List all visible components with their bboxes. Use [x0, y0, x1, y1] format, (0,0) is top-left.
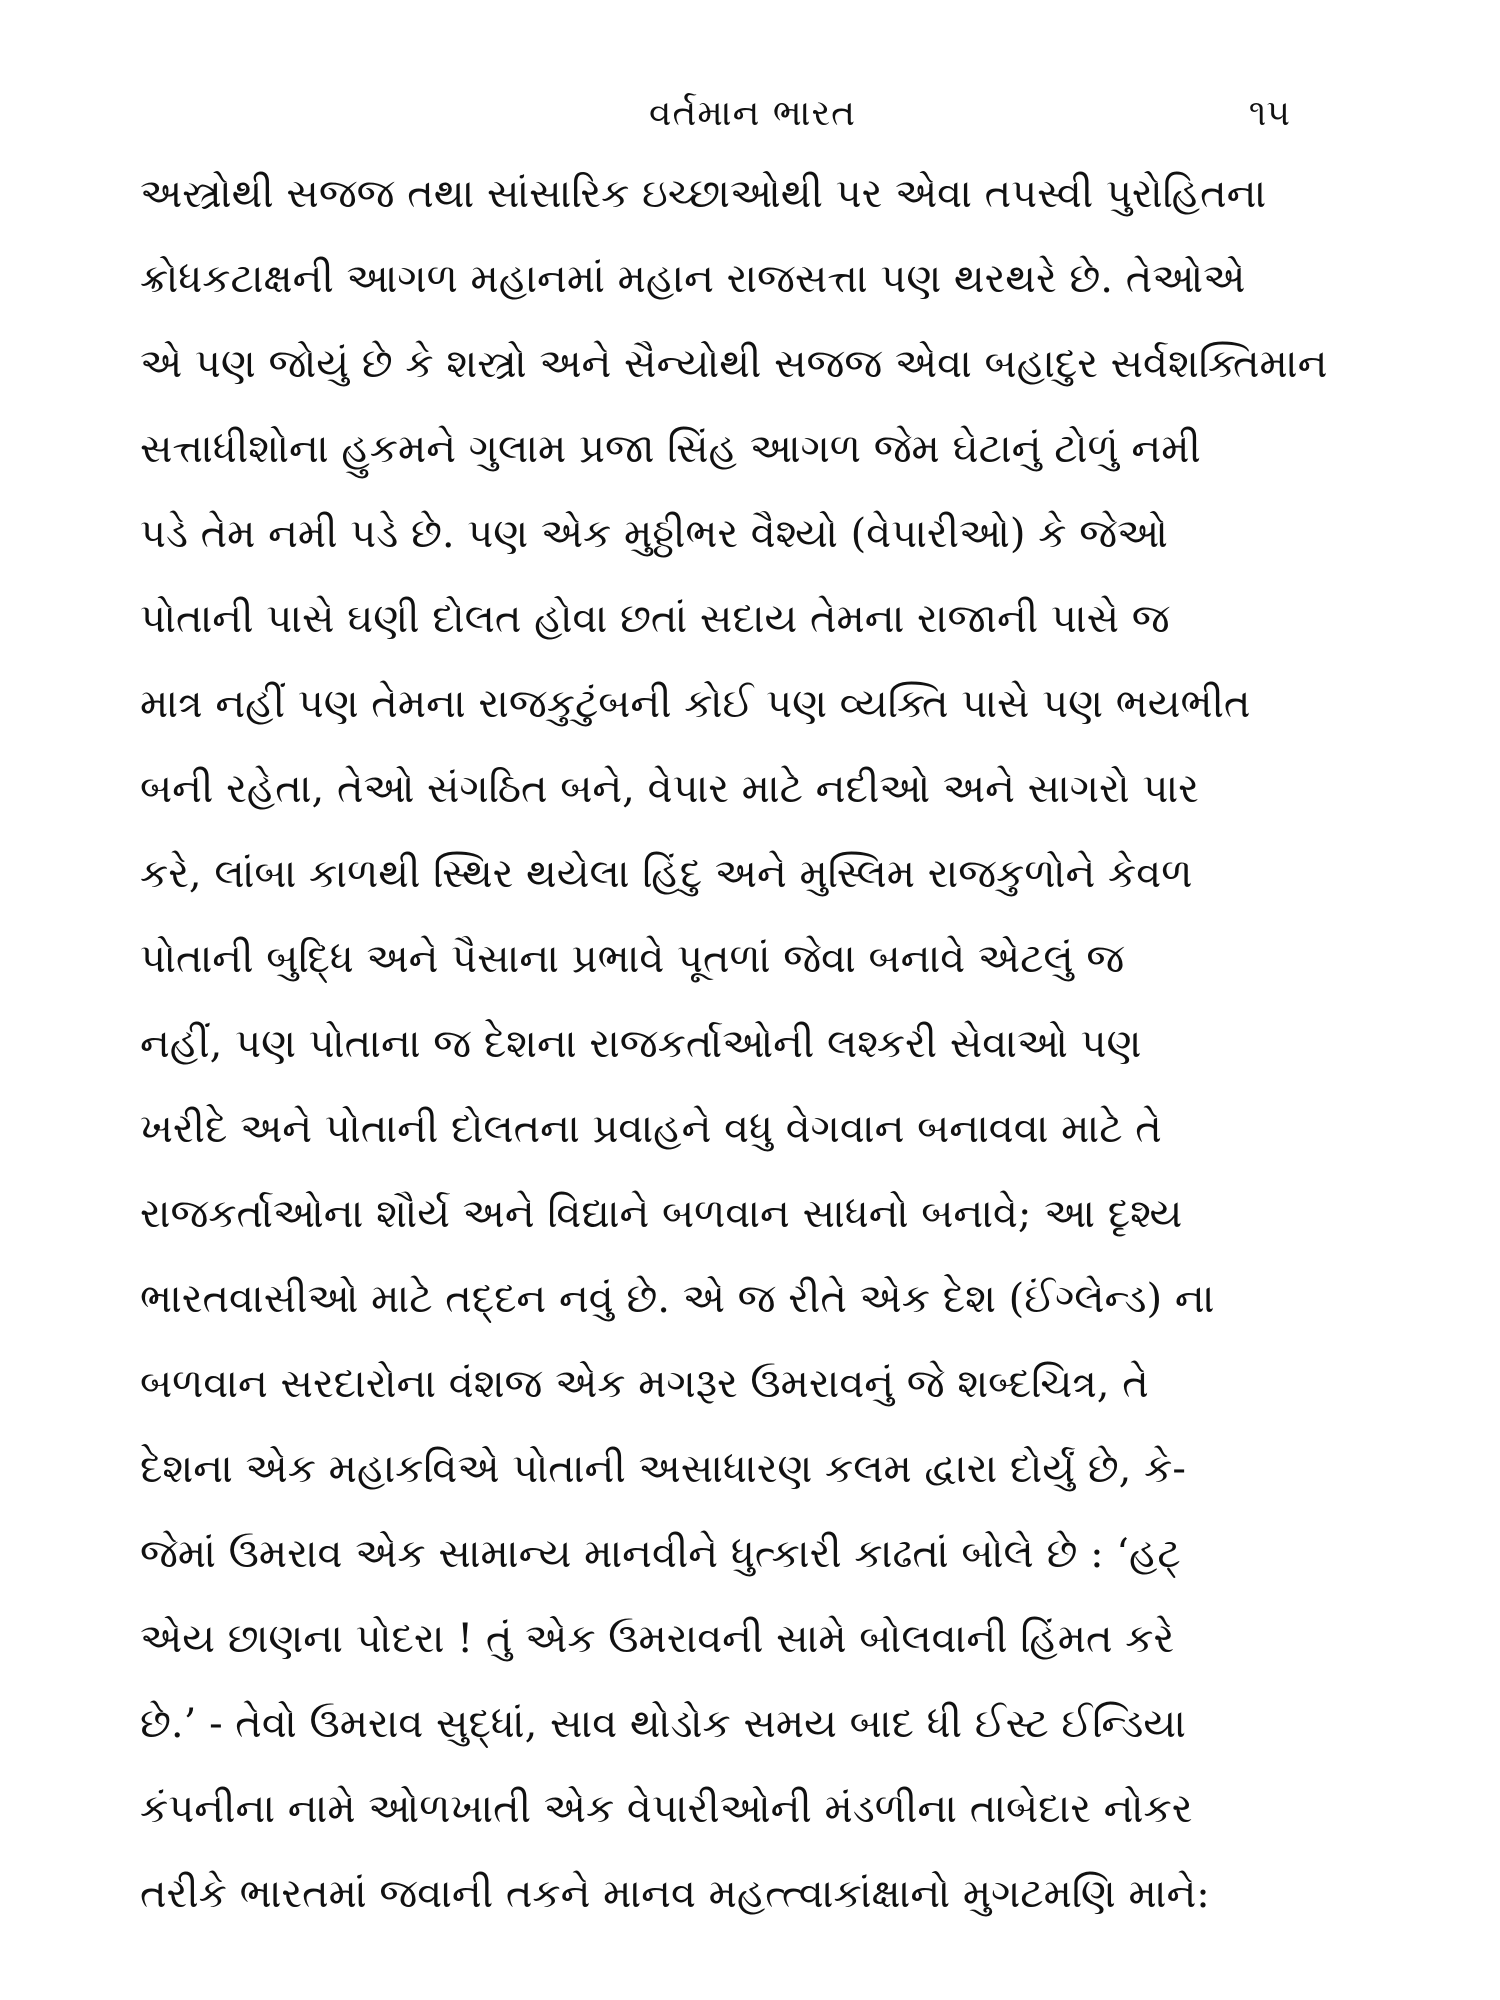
text-line: બળવાન સરદારોના વંશજ એક મગરૂર ઉમરાવનું જે શબ્દચિત્ર, તે [140, 1361, 1149, 1407]
page-number: ૧૫ [1248, 93, 1290, 134]
text-line: અસ્ત્રોથી સજજ તથા સાંસારિક ઇચ્છાઓથી પર એવા તપસ્વી પુરોહિતના [140, 171, 1267, 217]
text-line: બની રહેતા, તેઓ સંગઠિત બને, વેપાર માટે નદીઓ અને સાગરો પાર [140, 766, 1199, 812]
text-line: ક્રોધકટાક્ષની આગળ મહાનમાં મહાન રાજસત્તા પણ થરથરે છે. તેઓએ [140, 256, 1246, 302]
text-line: ભારતવાસીઓ માટે તદ્દન નવું છે. એ જ રીતે એક દેશ (ઈંગ્લેન્ડ) ના [140, 1276, 1215, 1322]
text-line: નહીં, પણ પોતાના જ દેશના રાજકર્તાઓની લશ્કરી સેવાઓ પણ [140, 1021, 1142, 1067]
text-line: પડે તેમ નમી પડે છે. પણ એક મુઠ્ઠીભર વૈશ્યો (વેપારીઓ) કે જેઓ [140, 511, 1168, 557]
text-line: એ પણ જોયું છે કે શસ્ત્રો અને સૈન્યોથી સજજ એવા બહાદુર સર્વશક્તિમાન [140, 341, 1328, 387]
body-text [140, 152, 1365, 1937]
text-line: પોતાની બુદ્ધિ અને પૈસાના પ્રભાવે પૂતળાં જેવા બનાવે એટલું જ [140, 936, 1125, 982]
text-line: દેશના એક મહાકવિએ પોતાની અસાધારણ કલમ દ્વારા દોર્યું છે, કે- [140, 1446, 1186, 1492]
text-line: એય છાણના પોદરા ! તું એક ઉમરાવની સામે બોલવાની હિંમત કરે [140, 1616, 1175, 1662]
text-line: જેમાં ઉમરાવ એક સામાન્ય માનવીને ધુત્કારી કાઢતાં બોલે છે : ‘હટ્ [140, 1531, 1181, 1577]
running-title: વર્તમાન ભારત [649, 93, 856, 134]
running-header [140, 84, 1365, 144]
text-line: છે.’ - તેવો ઉમરાવ સુદ્ધાં, સાવ થોડોક સમય બાદ ધી ઈસ્ટ ઈન્ડિયા [140, 1701, 1186, 1747]
text-line: ખરીદે અને પોતાની દોલતના પ્રવાહને વધુ વેગવાન બનાવવા માટે તે [140, 1106, 1162, 1152]
text-line: કરે, લાંબા કાળથી સ્થિર થયેલા હિંદુ અને મુસ્લિમ રાજકુળોને કેવળ [140, 851, 1193, 897]
text-line: કંપનીના નામે ઓળખાતી એક વેપારીઓની મંડળીના તાબેદાર નોકર [140, 1786, 1193, 1832]
text-line: માત્ર નહીં પણ તેમના રાજકુટુંબની કોઈ પણ વ્યક્તિ પાસે પણ ભયભીત [140, 681, 1251, 727]
text-line: તરીકે ભારતમાં જવાની તકને માનવ મહત્ત્વાકાંક્ષાનો મુગટમણિ માને: [140, 1871, 1210, 1917]
text-line: પોતાની પાસે ઘણી દોલત હોવા છતાં સદાય તેમના રાજાની પાસે જ [140, 596, 1170, 642]
text-line: સત્તાધીશોના હુકમને ગુલામ પ્રજા સિંહ આગળ જેમ ઘેટાનું ટોળું નમી [140, 426, 1201, 472]
text-line: રાજકર્તાઓના શૌર્ય અને વિદ્યાને બળવાન સાધનો બનાવે; આ દૃશ્ય [140, 1191, 1183, 1237]
